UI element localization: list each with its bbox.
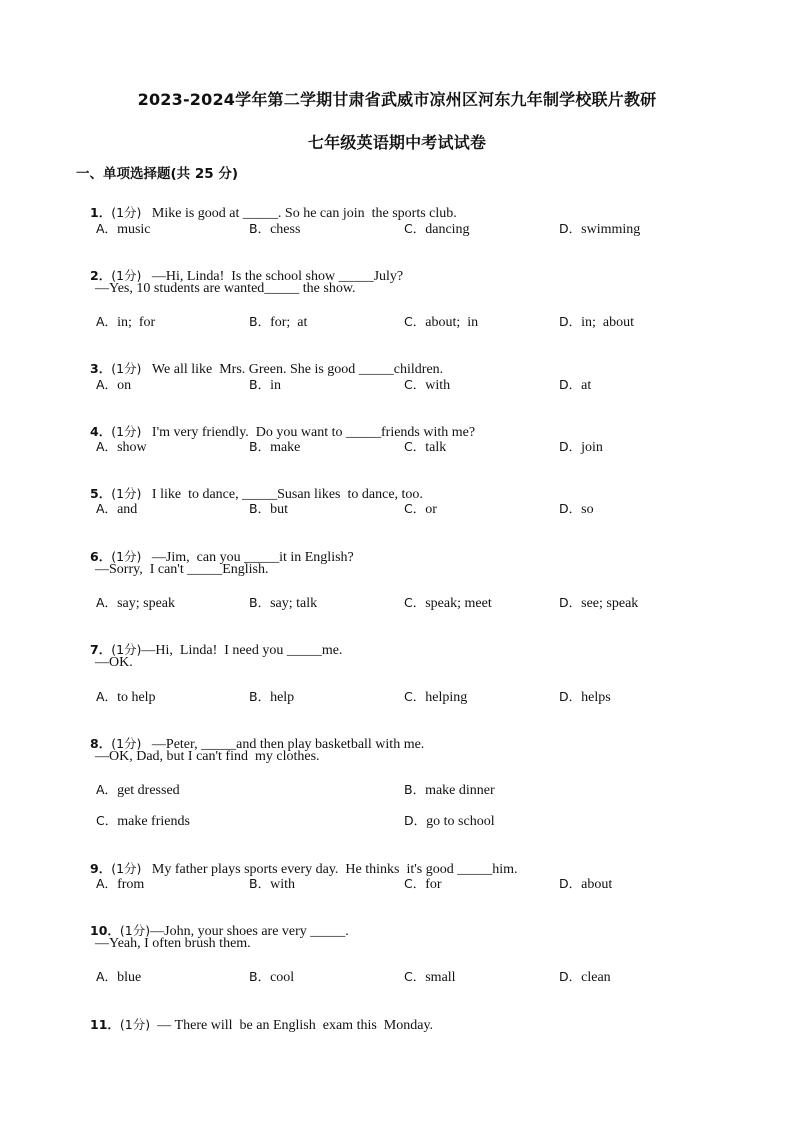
option-c[interactable]: C．or (404, 501, 437, 517)
option-d[interactable]: D．in; about (559, 314, 635, 330)
option-a[interactable]: A．to help (96, 689, 156, 705)
option-b[interactable]: B．say; talk (249, 595, 318, 611)
question-6-response: —Sorry, I can't _____English. (95, 562, 269, 577)
option-b[interactable]: B．with (249, 876, 295, 892)
question-number: 2． (90, 268, 112, 283)
question-number: 5． (90, 486, 112, 501)
question-score: (1分) (111, 642, 142, 657)
question-11 (76, 999, 433, 1050)
question-stem: —Hi, Linda! Is the school show _____July? (141, 269, 404, 284)
option-b[interactable]: B．for; at (249, 314, 308, 330)
question-score: (1分) (111, 549, 142, 564)
question-score: (1分) (111, 268, 142, 283)
option-a[interactable]: A．say; speak (96, 595, 175, 611)
option-c[interactable]: C．dancing (404, 221, 470, 237)
question-number: 1． (90, 205, 112, 220)
option-c[interactable]: C．helping (404, 689, 468, 705)
option-c[interactable]: C．talk (404, 439, 447, 455)
option-b[interactable]: B．in (249, 377, 281, 393)
question-8-response: —OK, Dad, but I can't find my clothes. (95, 749, 320, 764)
option-b[interactable]: B．help (249, 689, 295, 705)
question-score: (1分) (119, 923, 151, 938)
question-number: 4． (90, 424, 112, 439)
exam-title-line1: 2023-2024学年第二学期甘肃省武威市凉州区河东九年制学校联片教研 (137, 90, 657, 109)
question-stem: — There will be an English exam this Monday. (150, 1018, 434, 1033)
option-a[interactable]: A．from (96, 876, 145, 892)
option-d[interactable]: D．join (559, 439, 603, 455)
question-score: (1分) (111, 424, 142, 439)
option-b[interactable]: B．chess (249, 221, 301, 237)
section-heading: 一、单项选择题(共 25 分) (76, 166, 239, 182)
option-d[interactable]: D．about (559, 876, 613, 892)
option-a[interactable]: A．show (96, 439, 147, 455)
option-a[interactable]: A．blue (96, 969, 142, 985)
question-2-response: —Yes, 10 students are wanted_____ the show. (95, 281, 356, 296)
option-c[interactable]: C．for (404, 876, 442, 892)
option-d[interactable]: D．helps (559, 689, 611, 705)
option-d[interactable]: D．clean (559, 969, 611, 985)
option-d[interactable]: D．see; speak (559, 595, 639, 611)
exam-title-line2: 七年级英语期中考试试卷 (307, 133, 487, 152)
question-stem: I'm very friendly. Do you want to _____friends with me? (141, 425, 476, 440)
option-a[interactable]: A．music (96, 221, 151, 237)
question-stem: I like to dance, _____Susan likes to dance, too. (141, 487, 423, 502)
question-number: 7． (90, 642, 112, 657)
question-stem: —Peter, _____and then play basketball with me. (141, 737, 425, 752)
question-stem: —Jim, can you _____it in English? (141, 550, 354, 565)
option-b[interactable]: B．cool (249, 969, 295, 985)
option-c[interactable]: C．with (404, 377, 451, 393)
question-score: (1分) (111, 861, 142, 876)
question-number: 10． (90, 923, 120, 938)
question-number: 11． (90, 1017, 120, 1032)
question-stem: My father plays sports every day. He thinks it's good _____him. (141, 862, 518, 877)
option-a[interactable]: A．in; for (96, 314, 156, 330)
question-number: 8． (90, 736, 112, 751)
option-a[interactable]: A．get dressed (96, 782, 180, 798)
question-score: (1分) (111, 736, 142, 751)
option-c[interactable]: C．speak; meet (404, 595, 492, 611)
question-7-response: —OK. (95, 655, 133, 670)
question-stem: —Hi, Linda! I need you _____me. (141, 643, 343, 658)
question-stem: —John, your shoes are very _____. (150, 924, 349, 939)
option-b[interactable]: B．but (249, 501, 288, 517)
option-c[interactable]: C．about; in (404, 314, 479, 330)
option-d[interactable]: D．at (559, 377, 592, 393)
option-d[interactable]: D．swimming (559, 221, 641, 237)
question-score: (1分) (111, 205, 142, 220)
option-b[interactable]: B．make dinner (404, 782, 495, 798)
option-c[interactable]: C．make friends (96, 813, 190, 829)
question-score: (1分) (111, 486, 142, 501)
question-stem: We all like Mrs. Green. She is good _____children. (141, 362, 444, 377)
question-score: (1分) (111, 361, 142, 376)
option-d[interactable]: D．go to school (404, 813, 495, 829)
question-number: 9． (90, 861, 112, 876)
option-a[interactable]: A．and (96, 501, 138, 517)
option-d[interactable]: D．so (559, 501, 594, 517)
question-10-response: —Yeah, I often brush them. (95, 936, 251, 951)
question-score: (1分) (119, 1017, 151, 1032)
option-c[interactable]: C．small (404, 969, 456, 985)
question-number: 3． (90, 361, 112, 376)
option-a[interactable]: A．on (96, 377, 132, 393)
question-number: 6． (90, 549, 112, 564)
question-stem: Mike is good at _____. So he can join the sports club. (141, 206, 457, 221)
option-b[interactable]: B．make (249, 439, 301, 455)
